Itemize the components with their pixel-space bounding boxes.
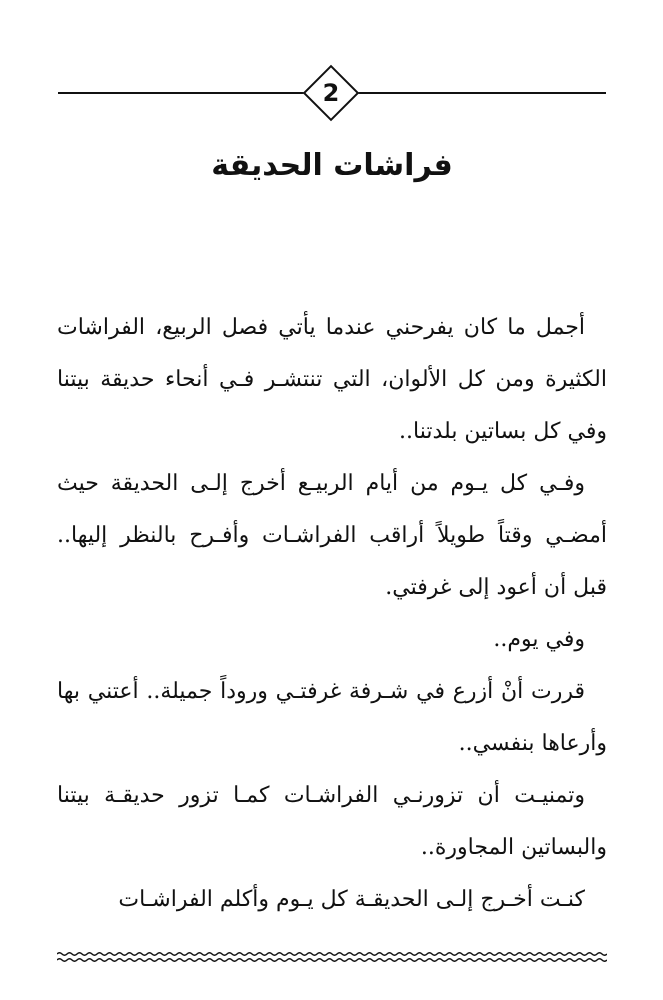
header-rule-right <box>358 92 606 94</box>
paragraph-6: كنـت أخـرج إلـى الحديقـة كل يـوم وأكلم الفراشـات <box>118 887 585 912</box>
chapter-number: 2 <box>322 79 340 107</box>
paragraph-4: قررت أنْ أزرع في شـرفة غرفتـي وروداً جميلة.. أعتني بها وأرعاها بنفسي.. <box>57 679 607 756</box>
chapter-title: فراشات الحديقة <box>211 148 453 183</box>
story-body <box>57 302 607 926</box>
paragraph-3: وفي يوم.. <box>493 627 585 652</box>
paragraph-1: أجمل ما كان يفرحني عندما يأتي فصل الربيع، الفراشات الكثيرة ومن كل الألوان، التي تنتشـر فـي أنحاء حديقة بيتنا وفي كل بساتين بلدتنا.. <box>57 315 607 444</box>
header-rule-left <box>58 92 304 94</box>
paragraph-5: وتمنيـت أن تزورنـي الفراشـات كمـا تزور حديقـة بيتنا والبساتين المجاورة.. <box>57 783 607 860</box>
footer-wave-divider <box>57 950 607 964</box>
paragraph-2: وفـي كل يـوم من أيام الربيـع أخرج إلـى الحديقة حيث أمضـي وقتاً طويلاً أراقب الفراشـات وأفـرح بالنظر إليها.. قبل أن أعود إلى غرفتي. <box>57 471 607 600</box>
